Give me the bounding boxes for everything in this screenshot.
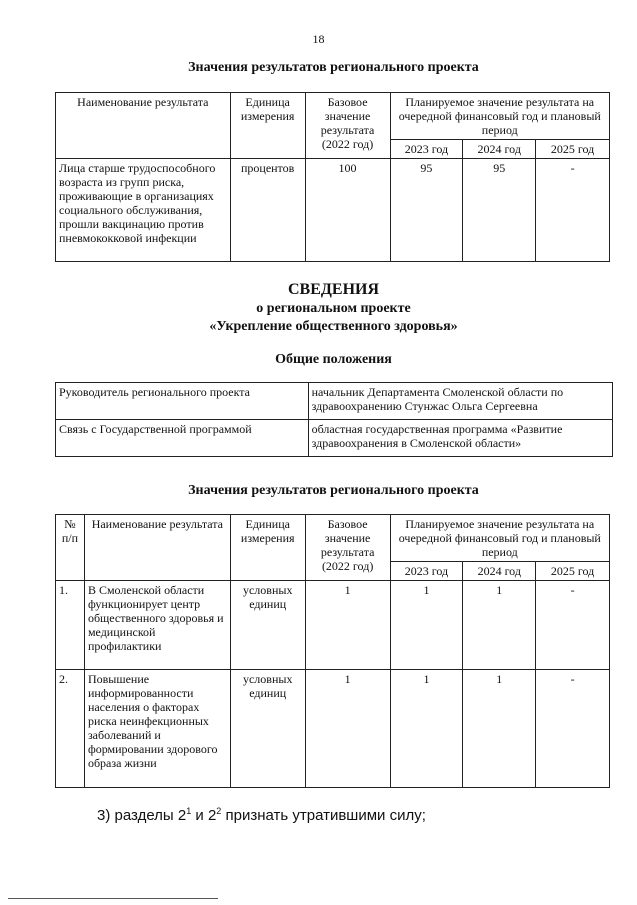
paragraph-text-2: и 2 xyxy=(191,807,217,824)
info-block xyxy=(0,280,637,336)
row-2025: - xyxy=(536,670,610,788)
program-value: областная государственная программа «Развитие здравоохранения в Смоленской области» xyxy=(308,420,612,457)
table-row xyxy=(56,159,610,262)
info-title: СВЕДЕНИЯ xyxy=(287,281,380,298)
header-base: Базовое значение результата (2022 год) xyxy=(305,93,390,159)
header-2023: 2023 год xyxy=(390,140,463,159)
paragraph-sup-1: 1 xyxy=(186,806,192,816)
row-base: 1 xyxy=(305,670,390,788)
header-base: Базовое значение результата (2022 год) xyxy=(305,515,390,581)
header-num: № п/п xyxy=(56,515,85,581)
table2-title: Значения результатов регионального проекта xyxy=(188,483,479,498)
header-planned: Планируемое значение результата на очередной финансовый год и плановый период xyxy=(390,515,609,562)
row-unit: процентов xyxy=(230,159,305,262)
header-2025: 2025 год xyxy=(536,140,610,159)
info-subtitle-1: о региональном проекте xyxy=(256,301,411,316)
row-name: В Смоленской области функционирует центр общественного здоровья и медицинской профилактики xyxy=(84,581,230,670)
header-2023: 2023 год xyxy=(390,562,463,581)
table-row xyxy=(56,670,610,788)
row-base: 1 xyxy=(305,581,390,670)
manager-value: начальник Департамента Смоленской области по здравоохранению Стунжас Ольга Сергеевна xyxy=(308,383,612,420)
row-2024: 1 xyxy=(463,670,536,788)
results-table-1 xyxy=(55,92,610,262)
row-unit: условных единиц xyxy=(230,581,305,670)
paragraph-text-1: 3) разделы 2 xyxy=(97,807,187,824)
header-unit: Единица измерения xyxy=(230,93,305,159)
row-2023: 95 xyxy=(390,159,463,262)
program-label: Связь с Государственной программой xyxy=(56,420,309,457)
header-unit: Единица измерения xyxy=(230,515,305,581)
row-2023: 1 xyxy=(390,581,463,670)
table1-title: Значения результатов регионального проекта xyxy=(188,60,479,75)
row-2025: - xyxy=(536,159,610,262)
row-name: Лица старше трудоспособного возраста из групп риска, проживающие в организациях социального обслуживания, прошли вакцинацию против пневмококковой инфекции xyxy=(56,159,231,262)
footer-rule xyxy=(8,898,218,899)
row-num: 1. xyxy=(56,581,85,670)
page-number: 18 xyxy=(312,32,325,46)
row-base: 100 xyxy=(305,159,390,262)
info-subtitle-2: «Укрепление общественного здоровья» xyxy=(209,319,458,334)
paragraph-sup-2: 2 xyxy=(216,806,222,816)
header-planned: Планируемое значение результата на очередной финансовый год и плановый период xyxy=(390,93,610,140)
header-name: Наименование результата xyxy=(56,93,231,159)
row-num: 2. xyxy=(56,670,85,788)
repeal-paragraph xyxy=(97,806,426,824)
row-2025: - xyxy=(536,581,610,670)
row-2024: 95 xyxy=(463,159,536,262)
row-2023: 1 xyxy=(390,670,463,788)
results-table-2 xyxy=(55,514,610,788)
row-name: Повышение информированности населения о факторах риска неинфекционных заболеваний и формировании здорового образа жизни xyxy=(84,670,230,788)
header-2024: 2024 год xyxy=(463,562,536,581)
general-title: Общие положения xyxy=(275,352,392,367)
general-table xyxy=(55,382,613,457)
row-2024: 1 xyxy=(463,581,536,670)
paragraph-text-3: признать утратившими силу; xyxy=(221,807,426,824)
table-row xyxy=(56,420,613,457)
table-row xyxy=(56,581,610,670)
header-2024: 2024 год xyxy=(463,140,536,159)
header-2025: 2025 год xyxy=(536,562,610,581)
row-unit: условных единиц xyxy=(230,670,305,788)
table-row xyxy=(56,383,613,420)
header-name: Наименование результата xyxy=(84,515,230,581)
manager-label: Руководитель регионального проекта xyxy=(56,383,309,420)
